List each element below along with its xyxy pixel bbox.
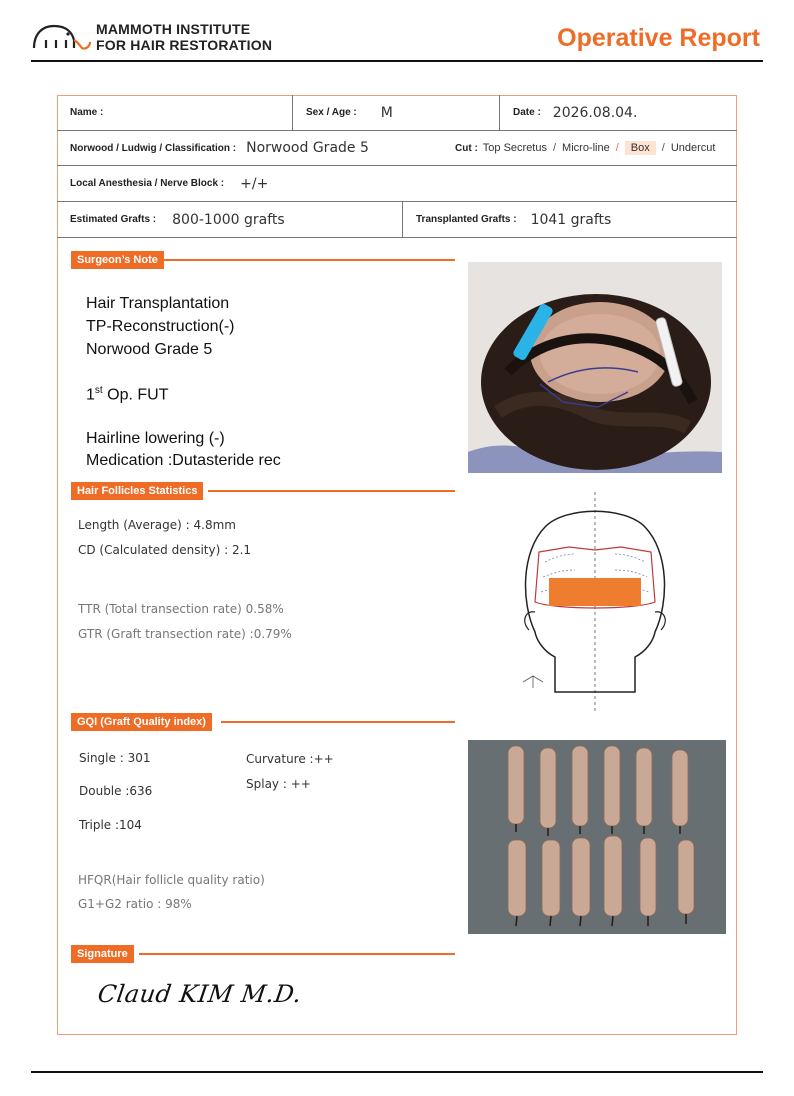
scalp-photo [468,262,722,473]
stat-ttr: TTR (Total transection rate) 0.58% [78,602,284,616]
info-row-anesthesia [57,166,737,202]
date-field: Date : 2026.08.04. [513,104,638,121]
surgeon-signature: Claud KIM M.D. [96,980,304,1008]
note-line: TP-Reconstruction(-) [86,318,235,335]
note-line: Norwood Grade 5 [86,341,213,358]
estimated-grafts-field: Estimated Grafts : 800-1000 grafts [70,211,285,228]
stat-cd: CD (Calculated density) : 2.1 [78,543,252,557]
signature-heading: Signature [71,945,134,963]
follicle-stats-heading: Hair Follicles Statistics [71,482,203,500]
stat-length: Length (Average) : 4.8mm [78,518,236,532]
gqi-g1g2-ratio: G1+G2 ratio : 98% [78,897,192,911]
footer-divider [31,1071,763,1073]
info-row-classification [57,131,737,166]
cut-option-top-secretus: Top Secretus [482,142,547,154]
gqi-splay: Splay : ++ [246,777,311,791]
stat-gtr: GTR (Graft transection rate) :0.79% [78,627,292,641]
note-line: Hairline lowering (-) [86,430,225,447]
info-row-grafts [57,202,737,238]
gqi-hfqr: HFQR(Hair follicle quality ratio) [78,873,265,887]
header-divider [31,60,763,62]
classification-field: Norwood / Ludwig / Classification : Norwood Grade 5 [70,140,369,156]
gqi-heading: GQI (Graft Quality index) [71,713,212,731]
gqi-triple: Triple :104 [79,818,142,832]
gqi-curvature: Curvature :++ [246,752,334,766]
name-field: Name : [70,107,104,118]
transplanted-grafts-field: Transplanted Grafts : 1041 grafts [416,211,612,228]
info-row-name [57,95,737,131]
report-title: Operative Report [557,24,760,52]
surgeons-note-heading: Surgeon’s Note [71,251,164,269]
cut-field: Cut : Top Secretus / Micro-line / Box / Undercut [455,142,716,154]
cut-option-box-selected: Box [625,141,656,155]
note-line: Hair Transplantation [86,295,230,312]
graft-photo [468,740,726,934]
donor-area-diagram [515,492,675,712]
sex-age-field: Sex / Age : M [306,104,393,121]
institute-name: MAMMOTH INSTITUTE FOR HAIR RESTORATION [96,21,273,53]
mammoth-logo-icon [30,20,92,52]
gqi-single: Single : 301 [79,751,151,765]
note-line-operation: 1st Op. FUT [86,385,169,404]
cut-option-micro-line: Micro-line [562,142,610,154]
gqi-double: Double :636 [79,784,153,798]
anesthesia-field: Local Anesthesia / Nerve Block : +/+ [70,175,269,192]
cut-option-undercut: Undercut [670,142,716,154]
note-line: Medication :Dutasteride rec [86,452,281,469]
